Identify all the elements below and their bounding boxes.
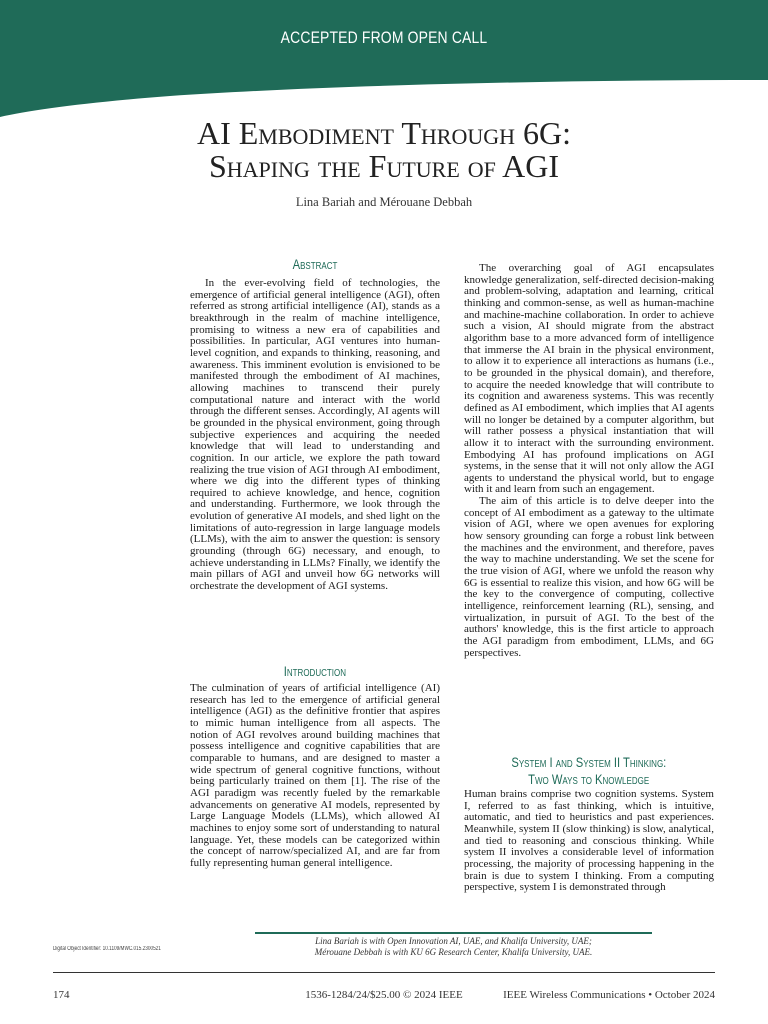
left-column	[190, 278, 440, 593]
introduction-text: The culmination of years of artificial intelligence (AI) research has led to the emergence of artificial general intelligence (AGI) as the definitive frontier that aspires to mimic human intelligence from all aspects. The notion of AGI revolves around building machines that possess intelligence and cognitive capabilities that are comparable to humans, and are designed to master a wide spectrum of general cognitive functions, without being particularly trained on them [1]. The rise of the AGI paradigm was recently fueled by the remarkable advancements on generative AI models, represented by Large Language Models (LLMs), which allowed AI machines to enjoy some sort of understanding to natural language. Yet, these models can be categorized within the concept of narrow/specialized AI, and are far from fully representing human general intelligence.	[190, 682, 440, 869]
affiliation-line-1: Lina Bariah is with Open Innovation AI, UAE, and Khalifa University, UAE;	[315, 936, 592, 946]
introduction-heading: Introduction	[283, 663, 347, 679]
issn-copyright: 1536-1284/24/$25.00 © 2024 IEEE	[305, 989, 463, 1001]
abstract-heading: Abstract	[292, 256, 338, 272]
title-line-2: Shaping the Future of AGI	[208, 148, 560, 184]
body-paragraph-2: The aim of this article is to delve deeper into the concept of AI embodiment as a gateway to the ultimate vision of AGI, where we open avenues for exploring how sensory grounding can forge a robust link between the machines and the environment, and therefore, paves the way to machine understanding. We set the scene for the true vision of AGI, where we unfold the reason why 6G is essential to realize this vision, and how 6G will be the key to the convergence of computing, collective intelligence, reinforcement learning (RL), sensing, and virtualization, in pursuit of AGI. To the best of the authors' knowledge, this is the first article to approach the AGI paradigm from embodiment, LLMs, and 6G perspectives.	[464, 495, 714, 659]
author-affiliations	[255, 936, 652, 957]
system-thinking-text: Human brains comprise two cognition systems. System I, referred to as fast thinking, which is intuitive, automatic, and tied to heuristics and past experiences. Meanwhile, system II (slow thinking) is slow, analytical, and tied to reasoning and conscious thinking. While system II involves a considerable level of information processing, the majority of processing happening in the brain is due to system I thinking. From a computing perspective, system I is demonstrated through	[464, 788, 714, 894]
body-paragraph-1: The overarching goal of AGI encapsulates knowledge generalization, self-directed decision-making and problem-solving, adaptation and learning, critical thinking and common-sense, as well as human-machine and machine-machine collaboration. In order to achieve such a vision, AI should migrate from the abstract algorithm base to a more advanced form of intelligence that immerse the AI brain in the physical environment, to allow it to experience all interactions as humans (i.e., to be grounded in the physical domain), and therefore, to acquire the needed knowledge that will contribute to its cognition and awareness systems. This was recently defined as AI embodiment, which implies that AI agents will no longer be detained by a computer algorithm, but will rather possess a physical instantiation that will allow it to interact with the surrounding environment. Embodying AI has profound implications on AGI systems, in the sense that it will not only allow the AGI agents to understand the physical world, but to engage with it and learn from such an engagement.	[464, 262, 714, 496]
banner-shape	[0, 0, 768, 118]
section-category-label: ACCEPTED FROM OPEN CALL	[280, 28, 488, 47]
header-banner	[0, 0, 768, 118]
doi-identifier: Digital Object Identifier: 10.1109/MWC.015.2300521	[53, 946, 161, 952]
system-thinking-heading: System I and System II Thinking: Two Ways to Knowledge	[511, 754, 667, 787]
footer-divider	[53, 972, 715, 973]
page-number: 174	[53, 989, 70, 1001]
affiliation-line-2: Mérouane Debbah is with KU 6G Research Center, Khalifa University, UAE.	[314, 946, 593, 957]
author-list: Lina Bariah and Mérouane Debbah	[295, 195, 473, 209]
article-title	[0, 117, 768, 183]
system-thinking-body	[464, 789, 714, 894]
right-column	[464, 263, 714, 659]
abstract-text: In the ever-evolving field of technologies, the emergence of artificial general intelligence (AGI), often referred as strong artificial intelligence (AI), stands as a breakthrough in the realm of machine intelligence, promising to witness a new era of capabilities and possibilities. In particular, AGI ventures into human-level cognition, and expands to thinking, reasoning, and awareness. This imminent evolution is envisioned to be manifested through the embodiment of AI machines, allowing machines to transcend their purely computational nature and interact with the world through the different senses. Accordingly, AI agents will be grounded in the physical environment, going through subjective experiences and acquiring the needed knowledge that will lead to understanding and cognition. In our article, we explore the path toward realizing the true vision of AGI through AI embodiment, where we dig into the different types of thinking required to achieve knowledge, and hence, cognition and understanding. Furthermore, we look through the evolution of generative AI models, and shed light on the limitations of auto-regression in large language models (LLMs), with the aim to answer the question: is sensory grounding (through 6G) necessary, and enough, to achieve understanding in LLMs? Finally, we identify the main pillars of AGI and unveil how 6G networks will orchestrate the development of AGI systems.	[190, 277, 440, 593]
footnote-divider	[255, 932, 652, 934]
journal-info: IEEE Wireless Communications • October 2024	[503, 989, 715, 1001]
introduction-body	[190, 683, 440, 870]
title-line-1: AI Embodiment Through 6G:	[196, 115, 572, 151]
